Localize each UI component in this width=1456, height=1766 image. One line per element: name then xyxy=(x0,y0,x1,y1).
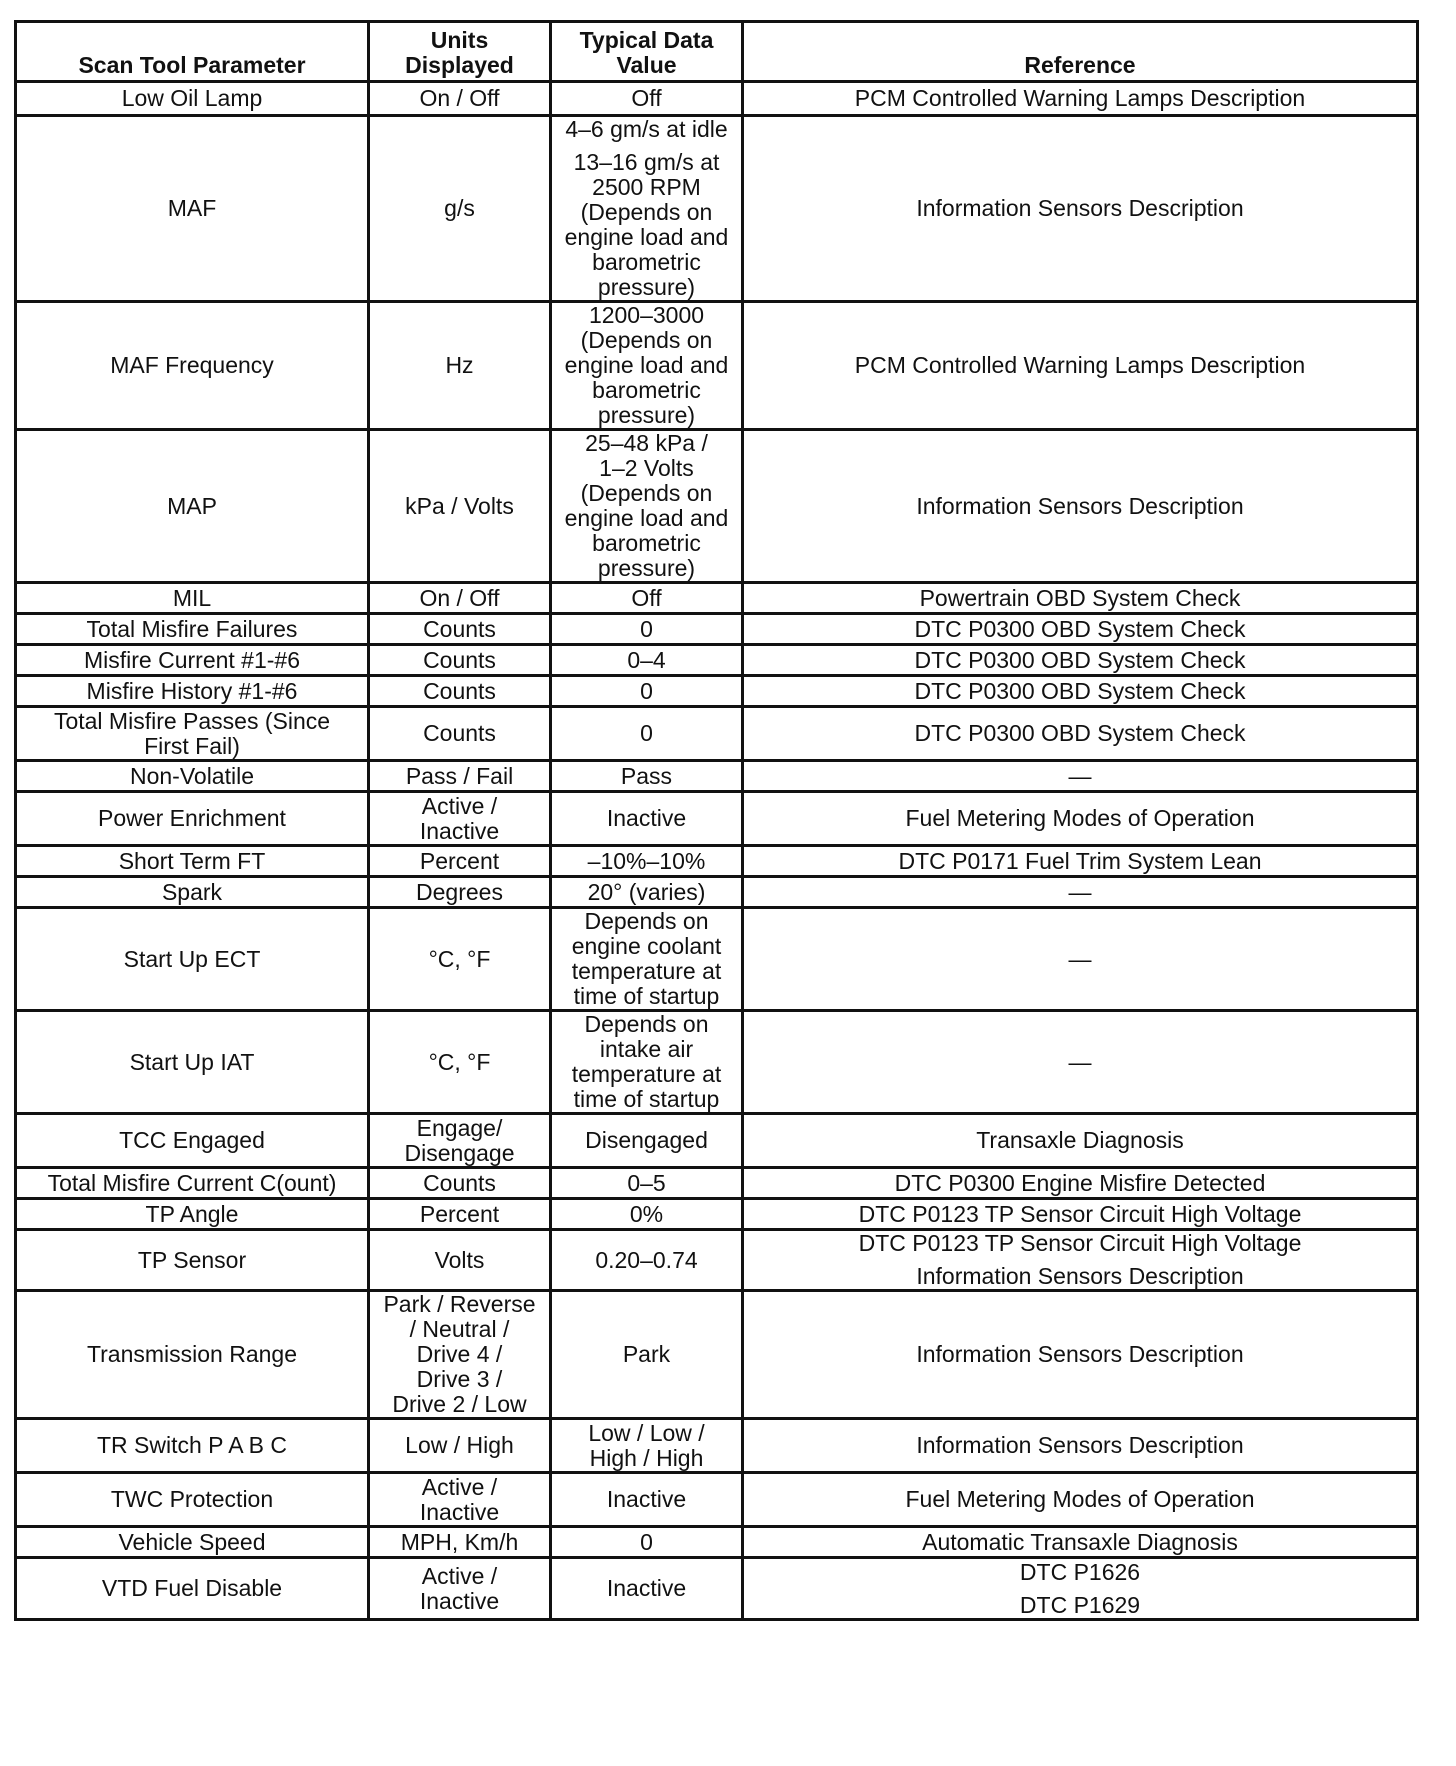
cell-text-line: — xyxy=(1068,945,1092,972)
cell-text-line: TWC Protection xyxy=(110,1486,274,1512)
cell-text-line: Active / xyxy=(421,1473,498,1500)
cell-reference xyxy=(743,1558,1418,1620)
table-row xyxy=(16,1291,1418,1419)
cell-text-line: 0% xyxy=(629,1200,664,1227)
cell-scan-tool-parameter xyxy=(16,1527,369,1558)
cell-scan-tool-parameter xyxy=(16,1473,369,1527)
cell-text-line: Inactive xyxy=(419,817,500,844)
cell-text-line: –10%–10% xyxy=(587,847,706,874)
cell-text-line: g/s xyxy=(444,195,475,221)
cell-text-line: time of startup xyxy=(573,983,720,1009)
cell-typical-data-value xyxy=(551,1011,743,1114)
cell-units-displayed xyxy=(369,1199,551,1230)
cell-text-line: °C, °F xyxy=(428,1048,491,1075)
cell-scan-tool-parameter xyxy=(16,1114,369,1168)
cell-text-line: Percent xyxy=(419,1200,500,1227)
header-text: Units xyxy=(430,27,489,53)
cell-text-line: (Depends on xyxy=(580,327,713,353)
cell-text-line: MPH, Km/h xyxy=(400,1528,519,1555)
cell-text-line: TP Angle xyxy=(145,1200,239,1227)
cell-typical-data-value xyxy=(551,1527,743,1558)
cell-text-line: Inactive xyxy=(419,1498,500,1525)
cell-text-line: Volts xyxy=(434,1246,485,1273)
cell-units-displayed xyxy=(369,583,551,614)
cell-text-line: Information Sensors Description xyxy=(916,492,1244,519)
cell-units-displayed xyxy=(369,676,551,707)
cell-text-line: pressure) xyxy=(597,402,696,428)
cell-scan-tool-parameter xyxy=(16,430,369,583)
header-scan-tool-parameter xyxy=(16,22,369,82)
cell-text-line: Non-Volatile xyxy=(129,762,255,789)
cell-text-line: Percent xyxy=(419,847,500,874)
cell-typical-data-value xyxy=(551,1419,743,1473)
cell-typical-data-value xyxy=(551,302,743,430)
cell-text-line: High / High xyxy=(589,1444,704,1471)
document-page xyxy=(14,20,1416,1621)
cell-text-line: 1–2 Volts xyxy=(599,455,694,481)
cell-reference xyxy=(743,1199,1418,1230)
table-row xyxy=(16,583,1418,614)
cell-typical-data-value xyxy=(551,116,743,302)
cell-reference xyxy=(743,302,1418,430)
cell-scan-tool-parameter xyxy=(16,707,369,761)
cell-text-line: Hz xyxy=(445,352,474,378)
cell-text-line: Counts xyxy=(423,1169,496,1196)
cell-text-line: On / Off xyxy=(419,584,500,611)
cell-text-line: VTD Fuel Disable xyxy=(101,1575,283,1601)
cell-scan-tool-parameter xyxy=(16,676,369,707)
cell-text-line: First Fail) xyxy=(144,732,240,759)
cell-text-line: Spark xyxy=(161,878,223,905)
table-row xyxy=(16,1114,1418,1168)
cell-text-line: DTC P0123 TP Sensor Circuit High Voltage xyxy=(858,1200,1302,1227)
cell-units-displayed xyxy=(369,761,551,792)
cell-text-line: 1200–3000 xyxy=(588,302,705,328)
cell-text-line: Park xyxy=(622,1341,671,1367)
cell-scan-tool-parameter xyxy=(16,1168,369,1199)
cell-text-line: Drive 3 / xyxy=(416,1366,503,1392)
cell-units-displayed xyxy=(369,908,551,1011)
table-row xyxy=(16,792,1418,846)
cell-text-line: Drive 4 / xyxy=(416,1341,503,1367)
cell-text-line: 0 xyxy=(640,615,653,642)
cell-scan-tool-parameter xyxy=(16,1230,369,1291)
cell-text-line: DTC P0300 OBD System Check xyxy=(914,720,1246,746)
table-row xyxy=(16,846,1418,877)
cell-text-line: PCM Controlled Warning Lamps Description xyxy=(854,85,1306,111)
cell-text-line: Power Enrichment xyxy=(98,805,286,831)
cell-reference xyxy=(743,430,1418,583)
table-header xyxy=(16,22,1418,82)
cell-units-displayed xyxy=(369,1419,551,1473)
cell-units-displayed xyxy=(369,302,551,430)
cell-text-line: MAF Frequency xyxy=(110,352,274,378)
cell-units-displayed xyxy=(369,645,551,676)
cell-text-line: 0–4 xyxy=(627,646,666,673)
cell-scan-tool-parameter xyxy=(16,877,369,908)
cell-reference xyxy=(743,82,1418,116)
cell-reference xyxy=(743,614,1418,645)
cell-scan-tool-parameter xyxy=(16,761,369,792)
cell-units-displayed xyxy=(369,792,551,846)
cell-text-line: 4–6 gm/s at idle xyxy=(565,116,728,142)
cell-text-line: Fuel Metering Modes of Operation xyxy=(905,805,1255,831)
cell-typical-data-value xyxy=(551,877,743,908)
cell-text-line: — xyxy=(1068,878,1092,905)
table-row xyxy=(16,430,1418,583)
cell-text-line: temperature at xyxy=(571,1061,722,1087)
cell-scan-tool-parameter xyxy=(16,1419,369,1473)
table-row xyxy=(16,116,1418,302)
cell-reference xyxy=(743,761,1418,792)
cell-text-line: DTC P0171 Fuel Trim System Lean xyxy=(898,847,1262,874)
cell-text-line: DTC P1629 xyxy=(1019,1591,1141,1618)
cell-reference xyxy=(743,1473,1418,1527)
cell-text-line: Engage/ xyxy=(416,1114,503,1141)
cell-typical-data-value xyxy=(551,1558,743,1620)
table-row xyxy=(16,877,1418,908)
cell-text-line: Off xyxy=(631,584,662,611)
header-units-displayed xyxy=(369,22,551,82)
cell-text-line: Drive 2 / Low xyxy=(392,1391,527,1417)
cell-text-line: Counts xyxy=(423,677,496,704)
scan-tool-data-table xyxy=(14,20,1419,1621)
cell-units-displayed xyxy=(369,614,551,645)
cell-text-line: — xyxy=(1068,762,1092,789)
cell-typical-data-value xyxy=(551,761,743,792)
cell-units-displayed xyxy=(369,1558,551,1620)
cell-text-line: 0.20–0.74 xyxy=(595,1246,698,1273)
cell-text-line: (Depends on xyxy=(580,480,713,506)
cell-text-line: DTC P0300 OBD System Check xyxy=(914,615,1246,642)
cell-text-line: Information Sensors Description xyxy=(916,1432,1244,1458)
cell-text-line: TCC Engaged xyxy=(119,1127,265,1153)
cell-text-line: Vehicle Speed xyxy=(118,1528,266,1555)
cell-reference xyxy=(743,707,1418,761)
cell-text-line: Information Sensors Description xyxy=(916,1263,1244,1289)
cell-text-line: Degrees xyxy=(416,878,503,905)
cell-typical-data-value xyxy=(551,792,743,846)
cell-scan-tool-parameter xyxy=(16,645,369,676)
header-reference xyxy=(743,22,1418,82)
cell-text-line: 25–48 kPa / xyxy=(585,430,708,456)
table-row xyxy=(16,1199,1418,1230)
table-row xyxy=(16,908,1418,1011)
cell-text-line: DTC P0300 Engine Misfire Detected xyxy=(894,1169,1266,1196)
cell-units-displayed xyxy=(369,116,551,302)
cell-units-displayed xyxy=(369,1168,551,1199)
header-row xyxy=(16,22,1418,82)
cell-typical-data-value xyxy=(551,1230,743,1291)
cell-typical-data-value xyxy=(551,676,743,707)
cell-text-line: Transmission Range xyxy=(86,1341,298,1367)
cell-text-line: Disengaged xyxy=(585,1127,708,1153)
cell-scan-tool-parameter xyxy=(16,116,369,302)
cell-text-line: Inactive xyxy=(606,1575,687,1601)
header-text: Typical Data xyxy=(579,27,714,53)
cell-text-line: PCM Controlled Warning Lamps Description xyxy=(854,352,1306,378)
cell-typical-data-value xyxy=(551,1168,743,1199)
cell-units-displayed xyxy=(369,1527,551,1558)
cell-scan-tool-parameter xyxy=(16,1011,369,1114)
cell-text-line: Start Up ECT xyxy=(123,945,261,972)
cell-text-line: Pass xyxy=(620,762,673,789)
header-text: Displayed xyxy=(405,52,514,78)
cell-text-line: 13–16 gm/s at xyxy=(573,149,720,175)
cell-text-line: barometric xyxy=(592,377,701,403)
cell-text-line: — xyxy=(1068,1048,1092,1075)
cell-text-line: Automatic Transaxle Diagnosis xyxy=(922,1528,1238,1555)
table-row xyxy=(16,707,1418,761)
cell-typical-data-value xyxy=(551,614,743,645)
table-row xyxy=(16,1473,1418,1527)
cell-typical-data-value xyxy=(551,707,743,761)
cell-text-line: MAF xyxy=(167,195,217,221)
cell-text-line: Pass / Fail xyxy=(405,762,514,789)
table-row xyxy=(16,676,1418,707)
cell-text-line: Total Misfire Failures xyxy=(86,615,298,642)
cell-text-line: intake air xyxy=(599,1036,694,1062)
cell-units-displayed xyxy=(369,1011,551,1114)
cell-text-line: Off xyxy=(631,85,662,111)
cell-text-line: Short Term FT xyxy=(118,847,266,874)
cell-text-line: Information Sensors Description xyxy=(916,195,1244,221)
cell-text-line: Counts xyxy=(423,720,496,746)
cell-text-line: 2500 RPM xyxy=(592,174,701,200)
cell-text-line: DTC P1626 xyxy=(1019,1558,1141,1585)
cell-typical-data-value xyxy=(551,583,743,614)
cell-text-line: TP Sensor xyxy=(137,1246,247,1273)
cell-text-line: Depends on xyxy=(584,1011,709,1037)
cell-text-line: MAP xyxy=(167,492,217,519)
cell-text-line: Counts xyxy=(423,615,496,642)
cell-text-line: kPa / Volts xyxy=(405,492,514,519)
table-row xyxy=(16,761,1418,792)
cell-text-line: 20° (varies) xyxy=(587,878,706,905)
cell-scan-tool-parameter xyxy=(16,583,369,614)
cell-text-line: 0 xyxy=(640,1528,653,1555)
cell-text-line: Counts xyxy=(423,646,496,673)
cell-reference xyxy=(743,846,1418,877)
cell-text-line: Misfire History #1-#6 xyxy=(86,677,298,704)
header-text: Scan Tool Parameter xyxy=(78,52,306,78)
cell-reference xyxy=(743,583,1418,614)
cell-units-displayed xyxy=(369,1114,551,1168)
cell-typical-data-value xyxy=(551,1473,743,1527)
cell-text-line: 0–5 xyxy=(627,1169,666,1196)
cell-text-line: DTC P0300 OBD System Check xyxy=(914,677,1246,704)
cell-reference xyxy=(743,908,1418,1011)
cell-text-line: engine load and xyxy=(564,352,729,378)
cell-reference xyxy=(743,1011,1418,1114)
cell-reference xyxy=(743,792,1418,846)
cell-units-displayed xyxy=(369,846,551,877)
cell-text-line: engine load and xyxy=(564,224,729,250)
cell-units-displayed xyxy=(369,707,551,761)
cell-text-line: / Neutral / xyxy=(409,1316,510,1342)
cell-typical-data-value xyxy=(551,82,743,116)
cell-text-line: pressure) xyxy=(597,555,696,581)
cell-text-line: DTC P0123 TP Sensor Circuit High Voltage xyxy=(858,1230,1302,1256)
cell-text-line: Low Oil Lamp xyxy=(121,85,263,111)
table-body xyxy=(16,82,1418,1620)
cell-text-line: Start Up IAT xyxy=(129,1048,255,1075)
cell-reference xyxy=(743,877,1418,908)
cell-text-line: Park / Reverse xyxy=(383,1291,536,1317)
table-row xyxy=(16,1419,1418,1473)
cell-text-line: Total Misfire Passes (Since xyxy=(53,707,331,734)
cell-text-line: DTC P0300 OBD System Check xyxy=(914,646,1246,673)
cell-text-line: Information Sensors Description xyxy=(916,1341,1244,1367)
header-text: Value xyxy=(616,52,677,78)
cell-text-line: (Depends on xyxy=(580,199,713,225)
cell-typical-data-value xyxy=(551,1114,743,1168)
cell-typical-data-value xyxy=(551,908,743,1011)
cell-scan-tool-parameter xyxy=(16,614,369,645)
cell-text-line: engine load and xyxy=(564,505,729,531)
cell-reference xyxy=(743,676,1418,707)
cell-reference xyxy=(743,1114,1418,1168)
header-typical-data-value xyxy=(551,22,743,82)
cell-text-line: MIL xyxy=(172,584,212,611)
cell-text-line: Inactive xyxy=(606,1486,687,1512)
table-row xyxy=(16,1230,1418,1291)
table-row xyxy=(16,1011,1418,1114)
table-row xyxy=(16,302,1418,430)
cell-reference xyxy=(743,1168,1418,1199)
cell-text-line: 0 xyxy=(640,677,653,704)
cell-typical-data-value xyxy=(551,1291,743,1419)
cell-text-line: Inactive xyxy=(419,1587,500,1614)
table-row xyxy=(16,614,1418,645)
cell-text-line: TR Switch P A B C xyxy=(96,1432,288,1458)
cell-scan-tool-parameter xyxy=(16,1199,369,1230)
cell-text-line: Inactive xyxy=(606,805,687,831)
cell-text-line: Powertrain OBD System Check xyxy=(919,584,1241,611)
cell-typical-data-value xyxy=(551,430,743,583)
cell-scan-tool-parameter xyxy=(16,302,369,430)
table-row xyxy=(16,1558,1418,1620)
cell-text-line: Total Misfire Current C(ount) xyxy=(47,1169,337,1196)
cell-text-line: barometric xyxy=(592,249,701,275)
cell-units-displayed xyxy=(369,1230,551,1291)
cell-scan-tool-parameter xyxy=(16,1558,369,1620)
cell-text-line: pressure) xyxy=(597,274,696,300)
cell-text-line: Low / Low / xyxy=(588,1419,705,1446)
table-row xyxy=(16,645,1418,676)
table-row xyxy=(16,82,1418,116)
cell-text-line: On / Off xyxy=(419,85,500,111)
cell-reference xyxy=(743,1419,1418,1473)
cell-text-line: 0 xyxy=(640,720,653,746)
cell-typical-data-value xyxy=(551,846,743,877)
cell-reference xyxy=(743,1230,1418,1291)
cell-typical-data-value xyxy=(551,645,743,676)
cell-reference xyxy=(743,1527,1418,1558)
cell-scan-tool-parameter xyxy=(16,82,369,116)
cell-text-line: Disengage xyxy=(404,1139,515,1166)
cell-scan-tool-parameter xyxy=(16,792,369,846)
cell-typical-data-value xyxy=(551,1199,743,1230)
cell-units-displayed xyxy=(369,877,551,908)
cell-text-line: Depends on xyxy=(584,908,709,934)
cell-units-displayed xyxy=(369,1473,551,1527)
cell-text-line: Active / xyxy=(421,792,498,819)
cell-text-line: °C, °F xyxy=(428,945,491,972)
cell-text-line: Misfire Current #1-#6 xyxy=(83,646,301,673)
cell-text-line: Active / xyxy=(421,1562,498,1589)
cell-reference xyxy=(743,645,1418,676)
cell-text-line: Fuel Metering Modes of Operation xyxy=(905,1486,1255,1512)
cell-reference xyxy=(743,116,1418,302)
cell-text-line: barometric xyxy=(592,530,701,556)
cell-text-line: time of startup xyxy=(573,1086,720,1112)
cell-scan-tool-parameter xyxy=(16,846,369,877)
cell-scan-tool-parameter xyxy=(16,908,369,1011)
cell-units-displayed xyxy=(369,82,551,116)
table-row xyxy=(16,1168,1418,1199)
cell-text-line: Low / High xyxy=(405,1432,514,1458)
cell-text-line: temperature at xyxy=(571,958,722,984)
cell-scan-tool-parameter xyxy=(16,1291,369,1419)
cell-reference xyxy=(743,1291,1418,1419)
cell-text-line: Transaxle Diagnosis xyxy=(976,1127,1184,1153)
cell-text-line: engine coolant xyxy=(571,933,722,959)
cell-units-displayed xyxy=(369,430,551,583)
header-text: Reference xyxy=(1024,52,1136,78)
cell-units-displayed xyxy=(369,1291,551,1419)
table-row xyxy=(16,1527,1418,1558)
